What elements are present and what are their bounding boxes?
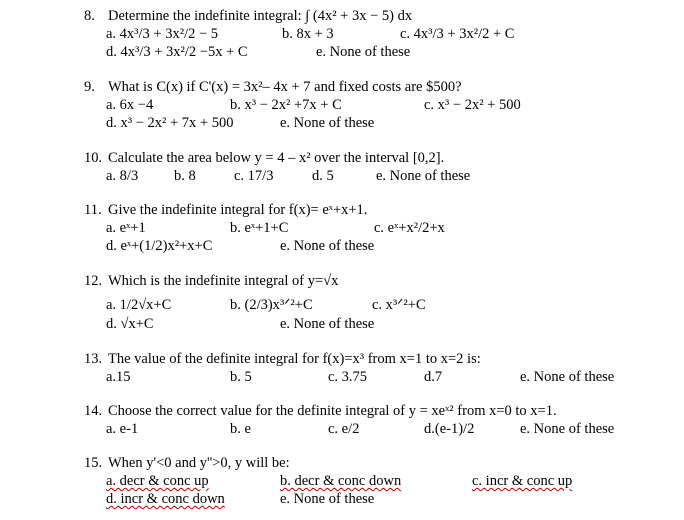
option-e: e. None of these [280, 115, 375, 131]
option-c: c. incr & conc up [472, 473, 573, 489]
option-b: b. (2/3)x³ᐟ²+C [230, 297, 313, 313]
option-d: d.(e-1)/2 [424, 421, 475, 437]
option-e: e. None of these [520, 421, 615, 437]
question-number: 15. [84, 455, 103, 471]
option-e: e. None of these [280, 491, 375, 507]
option-a: a.15 [106, 369, 131, 385]
option-d: d. 4x³/3 + 3x²/2 −5x + C [106, 44, 248, 60]
option-e: e. None of these [280, 238, 375, 254]
option-d: d. eˣ+(1/2)x²+x+C [106, 238, 213, 254]
option-d: d. incr & conc down [106, 491, 225, 507]
option-d: d. √x+C [106, 316, 154, 332]
question-stem: Determine the indefinite integral: ∫ (4x² + 3x − 5) dx [108, 8, 413, 24]
option-d: d. 5 [312, 168, 334, 184]
question-number: 9. [84, 79, 95, 95]
question-stem: The value of the definite integral for f(x)=x³ from x=1 to x=2 is: [108, 351, 481, 367]
option-a: a. eˣ+1 [106, 220, 146, 236]
option-d: d. x³ − 2x² + 7x + 500 [106, 115, 234, 131]
option-b: b. 8 [174, 168, 196, 184]
question-number: 8. [84, 8, 95, 24]
question-stem: Which is the indefinite integral of y=√x [108, 273, 339, 289]
question-number: 11. [84, 202, 102, 218]
question-stem: Choose the correct value for the definite integral of y = xeˣ² from x=0 to x=1. [108, 403, 557, 419]
option-b: b. eˣ+1+C [230, 220, 289, 236]
option-d: d.7 [424, 369, 443, 385]
option-b: b. 5 [230, 369, 252, 385]
option-c: c. 4x³/3 + 3x²/2 + C [400, 26, 515, 42]
question-number: 13. [84, 351, 103, 367]
option-e: e. None of these [316, 44, 411, 60]
option-a: a. e-1 [106, 421, 139, 437]
question-stem: When y'<0 and y''>0, y will be: [108, 455, 290, 471]
option-e: e. None of these [376, 168, 471, 184]
option-b: b. e [230, 421, 251, 437]
option-c: c. 3.75 [328, 369, 368, 385]
option-e: e. None of these [520, 369, 615, 385]
question-stem: Calculate the area below y = 4 – x² over the interval [0,2]. [108, 150, 445, 166]
option-c: c. x³ − 2x² + 500 [424, 97, 521, 113]
option-a: a. 8/3 [106, 168, 139, 184]
question-number: 10. [84, 150, 103, 166]
option-b: b. 8x + 3 [282, 26, 334, 42]
option-c: c. x³ᐟ²+C [372, 297, 426, 313]
question-stem: What is C(x) if C'(x) = 3x²– 4x + 7 and fixed costs are $500? [108, 79, 462, 95]
option-c: c. e/2 [328, 421, 360, 437]
option-a: a. decr & conc up [106, 473, 209, 489]
option-c: c. 17/3 [234, 168, 274, 184]
option-a: a. 6x −4 [106, 97, 154, 113]
question-number: 14. [84, 403, 103, 419]
option-b: b. x³ − 2x² +7x + C [230, 97, 342, 113]
question-stem: Give the indefinite integral for f(x)= eˣ+x+1. [108, 202, 368, 218]
question-number: 12. [84, 273, 103, 289]
option-b: b. decr & conc down [280, 473, 402, 489]
option-a: a. 4x³/3 + 3x²/2 − 5 [106, 26, 219, 42]
option-e: e. None of these [280, 316, 375, 332]
option-a: a. 1/2√x+C [106, 297, 172, 313]
option-c: c. eˣ+x²/2+x [374, 220, 445, 236]
